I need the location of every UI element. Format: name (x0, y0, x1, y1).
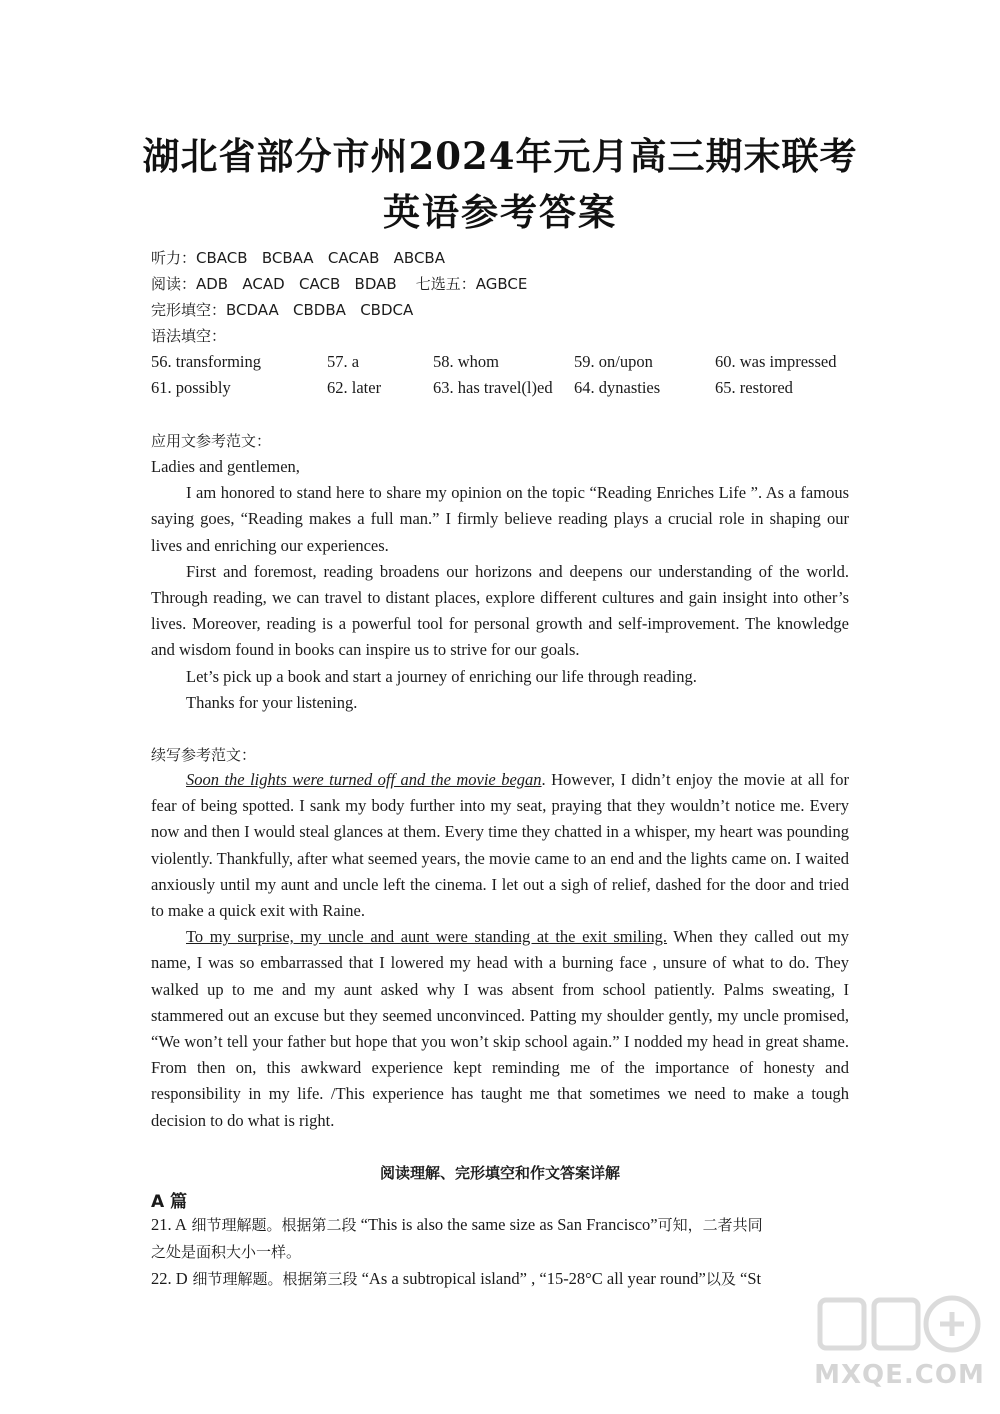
grammar-answer: 56. transforming (151, 352, 261, 371)
grammar-answer: 61. possibly (151, 378, 231, 397)
grammar-answer: 65. restored (715, 378, 793, 397)
given-opening-sentence: Soon the lights were turned off and the movie began (186, 770, 542, 789)
page-title: 湖北省部分市州2024年元月高三期末联考 (142, 134, 858, 178)
question-number: 21. A (151, 1215, 187, 1234)
page-subtitle: 英语参考答案 (383, 190, 617, 234)
quoted-text: “As a subtropical island” , “15-28°C all year round” (361, 1269, 706, 1288)
explanation-21 (151, 1212, 851, 1265)
explanation-22 (151, 1266, 851, 1293)
grammar-answer: 60. was impressed (715, 352, 837, 371)
grammar-answer: 59. on/upon (574, 352, 653, 371)
details-section-title: 阅读理解、完形填空和作文答案详解 (379, 1164, 620, 1182)
reading-answers: 阅读：ADB ACAD CACB BDAB 七选五：AGBCE (151, 275, 528, 293)
watermark-text: MXQE.COM (814, 1360, 985, 1390)
essay-paragraph: Let’s pick up a book and start a journey of enriching our life through reading. (186, 666, 697, 686)
grammar-label: 语法填空： (151, 327, 227, 345)
grammar-answer: 58. whom (433, 352, 499, 371)
passage-a-label: A 篇 (151, 1192, 188, 1212)
continuation-paragraph-1 (151, 767, 849, 924)
cloze-answers: 完形填空：BCDAA CBDBA CBDCA (151, 301, 414, 319)
applied-writing-label: 应用文参考范文： (151, 432, 272, 450)
paragraph-text: When they called out my name, I was so embarrassed that I lowered my head with a burning face , unsure of what to do. They walked up to me and my aunt asked why I was absent from school patiently. Palms sweating, I stammered out an excuse but they seemed unconvinced. Patting my shoulder gently, my uncle promised, “We won’t tell your father but hope that you won’t skip school again.” I nodded my head in great shame. From then on, this awkward experience kept reminding me of the importance of honesty and responsibility in my life. /This experience has taught me that sometimes we need to make a tough decision to do what is right. (151, 927, 849, 1130)
grammar-answer: 64. dynasties (574, 378, 661, 397)
listening-answers: 听力：CBACB BCBAA CACAB ABCBA (151, 249, 445, 267)
continuation-label: 续写参考范文： (151, 746, 257, 764)
watermark-icon (812, 1290, 987, 1360)
essay-greeting: Ladies and gentlemen, (151, 457, 300, 476)
essay-paragraph: Thanks for your listening. (186, 692, 358, 712)
grammar-answer: 62. later (327, 378, 382, 397)
explanation-text: 之处是面积大小一样。 (151, 1242, 302, 1261)
explanation-text: 细节理解题。根据第二段 (186, 1216, 357, 1234)
grammar-answer: 57. a (327, 352, 360, 371)
quoted-text: “St (740, 1269, 762, 1288)
given-opening-sentence: To my surprise, my uncle and aunt were standing at the exit smiling. (186, 927, 668, 947)
essay-paragraph: I am honored to stand here to share my opinion on the topic “Reading Enriches Life ”. As a famous saying goes, “Reading makes a full man.” I firmly believe reading plays a crucial role in shaping our lives and enriching our experiences. (151, 483, 849, 555)
quoted-text: “This is also the same size as San Francisco” (360, 1215, 658, 1234)
paragraph-text: . However, I didn’t enjoy the movie at all for fear of being spotted. I sank my body further into my seat, praying that they wouldn’t notice me. Every now and then I would steal glances at them. Every time they chatted in a whisper, my heart was pounding violently. Thankfully, after what seemed years, the movie came to an end and the lights came on. I waited anxiously until my aunt and uncle left the cinema. I let out a sigh of relief, dashed for the door and tried to make a quick exit with Raine. (151, 770, 850, 921)
continuation-essay (151, 767, 849, 1134)
question-number: 22. D (151, 1269, 188, 1288)
explanation-text: 细节理解题。根据第三段 (187, 1270, 358, 1288)
applied-writing-essay (151, 454, 849, 716)
essay-paragraph: First and foremost, reading broadens our horizons and deepens our understanding of the world. Through reading, we can travel to distant places, explore different cultures and gain insight into other’s lives. Moreover, reading is a powerful tool for personal growth and self-improvement. The knowledge and wisdom found in books can inspire us to strive for our goals. (151, 561, 849, 660)
grammar-answer: 63. has travel(l)ed (433, 378, 553, 397)
explanation-text: 可知，二者共同 (657, 1216, 763, 1234)
watermark-logo (812, 1290, 987, 1405)
explanation-text: 以及 (705, 1270, 736, 1288)
continuation-paragraph-2 (151, 924, 849, 1134)
